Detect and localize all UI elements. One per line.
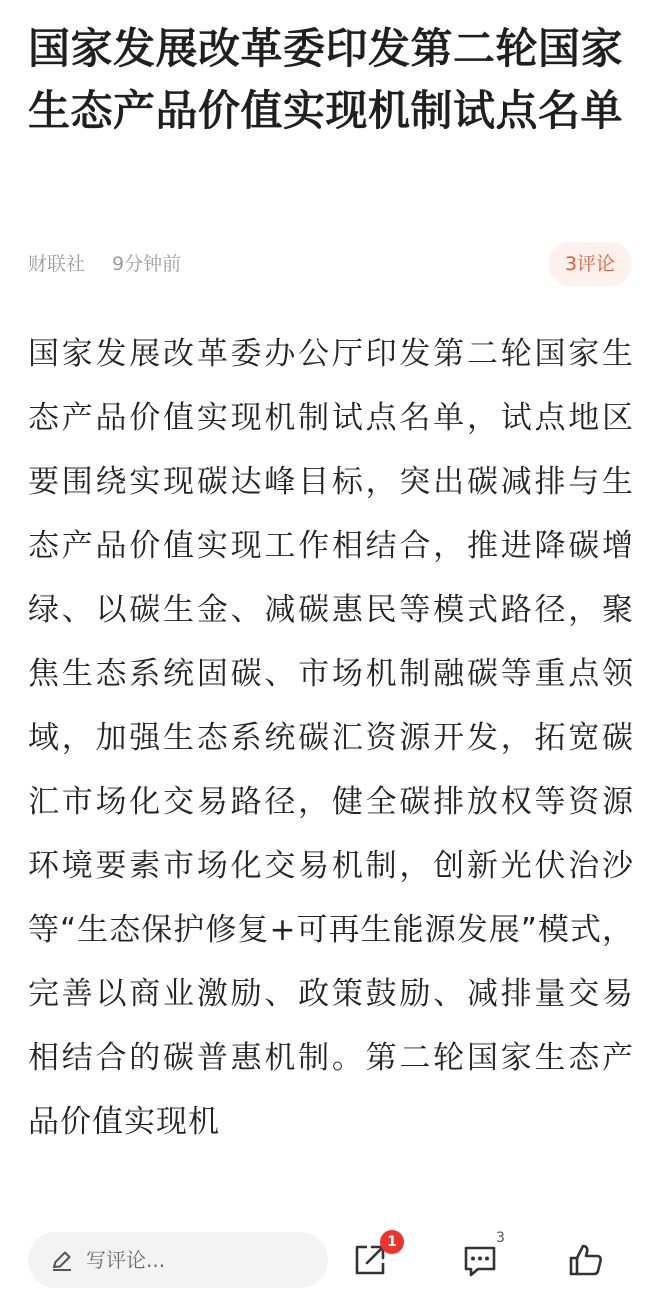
comment-placeholder: 写评论... bbox=[86, 1248, 166, 1272]
write-comment-input[interactable] bbox=[28, 1232, 328, 1288]
bottom-action-bar bbox=[0, 1218, 660, 1303]
share-button[interactable] bbox=[346, 1234, 397, 1284]
comment-count-button[interactable]: 3评论 bbox=[548, 242, 632, 286]
pencil-icon bbox=[50, 1248, 74, 1272]
comments-icon bbox=[460, 1240, 500, 1280]
comments-count: 3 bbox=[496, 1230, 505, 1246]
article-meta bbox=[28, 240, 632, 288]
comments-button[interactable] bbox=[456, 1230, 505, 1284]
article-body: 国家发展改革委办公厅印发第二轮国家生态产品价值实现机制试点名单，试点地区要围绕实现碳达峰目标，突出碳减排与生态产品价值实现工作相结合，推进降碳增绿、以碳生金、减碳惠民等模式路径，聚焦生态系统固碳、市场机制融碳等重点领域，加强生态系统碳汇资源开发，拓宽碳汇市场化交易路径，健全碳排放权等资源环境要素市场化交易机制，创新光伏治沙等“生态保护修复+可再生能源发展”模式，完善以商业激励、政策鼓励、减排量交易相结合的碳普惠机制。第二轮国家生态产品价值实现机 bbox=[28, 336, 634, 1140]
source-name[interactable]: 财联社 bbox=[28, 253, 86, 275]
share-badge: 1 bbox=[380, 1230, 404, 1254]
like-button[interactable] bbox=[562, 1236, 610, 1284]
article-title: 国家发展改革委印发第二轮国家生态产品价值实现机制试点名单 bbox=[28, 24, 624, 135]
publish-time: 9分钟前 bbox=[112, 253, 182, 275]
thumbs-up-icon bbox=[566, 1240, 606, 1280]
